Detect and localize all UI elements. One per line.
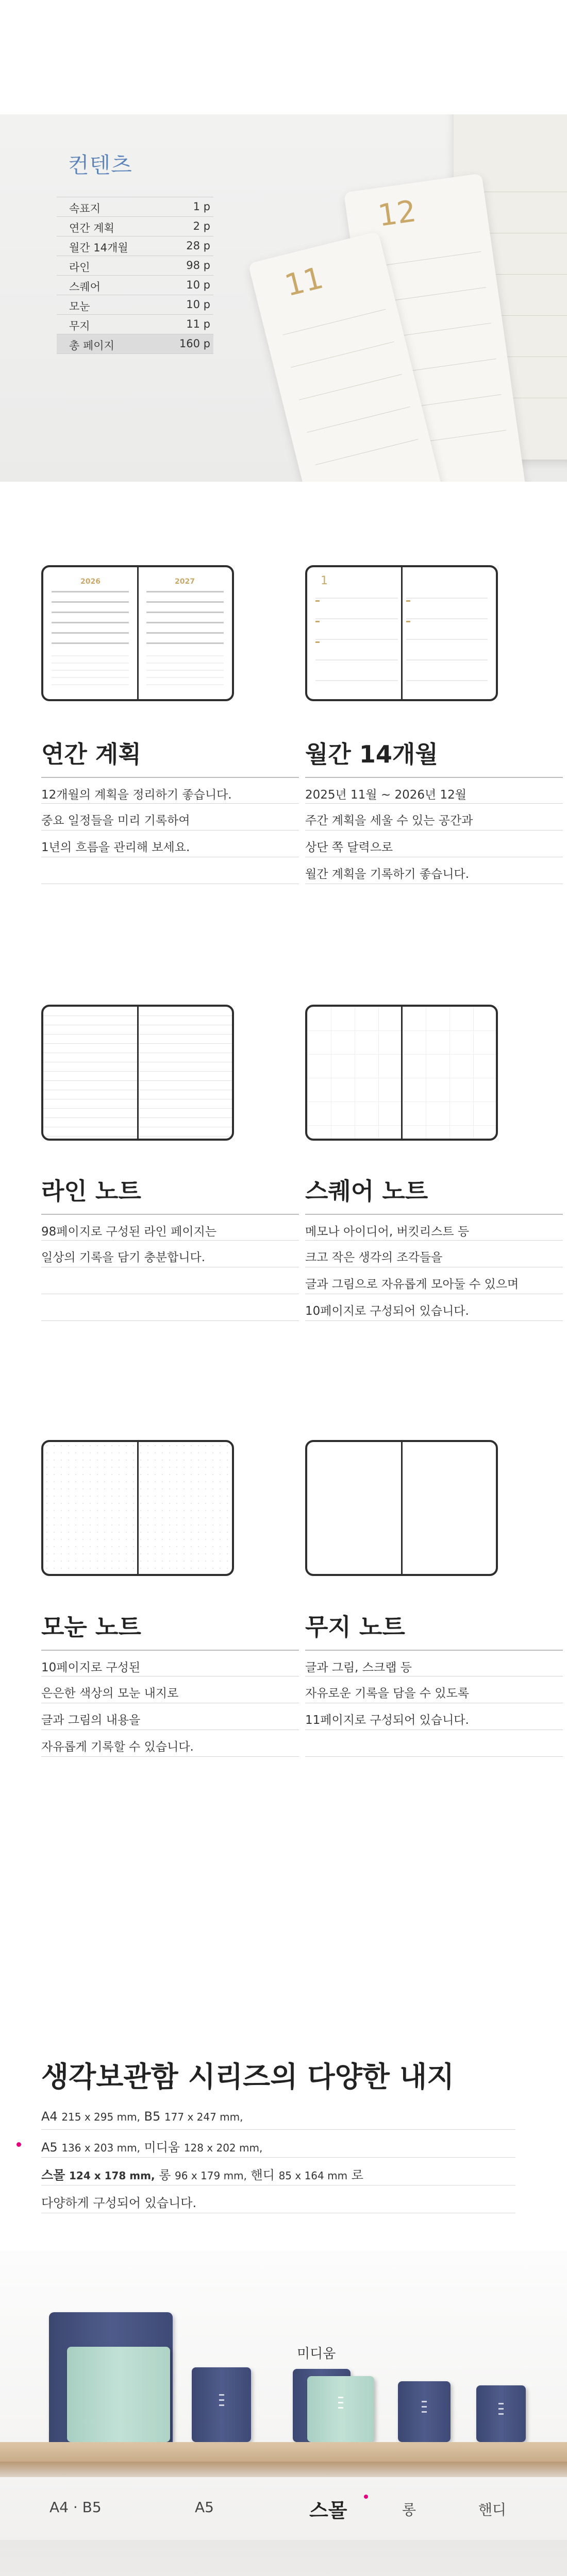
wooden-shelf <box>0 2442 567 2462</box>
size-dimension: 85 x 164 mm <box>278 2170 348 2182</box>
size-dimension: 177 x 247 mm, <box>164 2111 243 2123</box>
year-label: 2027 <box>175 578 195 586</box>
monthly-description <box>305 777 563 884</box>
size-dimension: 96 x 179 mm, <box>175 2170 247 2182</box>
toc-total-row <box>57 334 213 354</box>
toc-label: 스퀘어 <box>69 281 101 293</box>
toc-row <box>57 217 213 236</box>
description-line: 메모나 아이디어, 버킷리스트 등 <box>305 1214 563 1241</box>
toc-page: 2 p <box>193 220 210 232</box>
size-name: A4 <box>41 2109 58 2124</box>
toc-page: 10 p <box>186 298 210 311</box>
description-line <box>305 1730 563 1757</box>
blank-note-preview <box>305 1440 498 1576</box>
description-line: 은은한 색상의 모눈 내지로 <box>41 1676 299 1703</box>
size-dimension: 128 x 202 mm, <box>184 2142 263 2154</box>
wooden-shelf-edge <box>0 2462 567 2477</box>
description-line: 글과 그림으로 자유롭게 모아둘 수 있으며 <box>305 1267 563 1294</box>
toc-page: 28 p <box>186 240 210 252</box>
section-title-line: 라인 노트 <box>41 1177 141 1205</box>
description-line <box>41 1294 299 1321</box>
size-tail: 로 <box>351 2168 363 2182</box>
notebook-spine <box>401 1007 403 1139</box>
highlight-dot <box>364 2495 368 2499</box>
section-title-monthly: 월간 14개월 <box>305 740 438 768</box>
book-small-mint <box>307 2376 374 2442</box>
toc-row <box>57 256 213 276</box>
toc-row <box>57 236 213 256</box>
month-number: 11 <box>281 260 327 303</box>
size-name: B5 <box>144 2109 161 2124</box>
medium-label: 미디움 <box>297 2346 336 2362</box>
month-label: 1 <box>321 574 328 587</box>
toc-page: 160 p <box>179 337 210 350</box>
book-long-navy <box>398 2381 451 2442</box>
toc-label: 연간 계획 <box>69 222 114 234</box>
line-description <box>41 1214 299 1321</box>
description-line: 글과 그림의 내용을 <box>41 1703 299 1730</box>
book-a5-navy <box>192 2367 251 2442</box>
description-line <box>41 1267 299 1294</box>
description-line: 98페이지로 구성된 라인 페이지는 <box>41 1214 299 1241</box>
label-long: 롱 <box>402 2501 416 2518</box>
yearly-plan-preview <box>41 565 234 701</box>
size-name-highlight: 스몰 <box>41 2168 65 2182</box>
toc-label: 라인 <box>69 261 90 274</box>
size-name: 롱 <box>159 2168 171 2182</box>
description-line: 1년의 흐름을 관리해 보세요. <box>41 831 299 857</box>
size-line: 다양하게 구성되어 있습니다. <box>41 2185 515 2213</box>
product-photo-floor <box>0 2540 567 2576</box>
contents-title: 컨텐츠 <box>68 152 132 178</box>
label-a4-b5: A4 · B5 <box>49 2499 102 2516</box>
year-label: 2026 <box>80 578 101 586</box>
section-title-square: 스퀘어 노트 <box>305 1177 428 1205</box>
blank-description <box>305 1650 563 1757</box>
monthly-plan-preview <box>305 565 498 701</box>
label-small: 스몰 <box>309 2499 347 2522</box>
square-note-preview <box>305 1005 498 1141</box>
label-a5: A5 <box>195 2499 214 2516</box>
description-line: 일상의 기록을 담기 충분합니다. <box>41 1241 299 1267</box>
description-line: 11페이지로 구성되어 있습니다. <box>305 1703 563 1730</box>
description-line: 12개월의 계획을 정리하기 좋습니다. <box>41 777 299 804</box>
size-line-highlight <box>41 2158 515 2185</box>
description-line: 주간 계획을 세울 수 있는 공간과 <box>305 804 563 831</box>
description-line: 월간 계획을 기록하기 좋습니다. <box>305 857 563 884</box>
section-title-yearly: 연간 계획 <box>41 740 141 768</box>
size-name: 핸디 <box>251 2168 275 2182</box>
description-line: 자유롭게 기록할 수 있습니다. <box>41 1730 299 1757</box>
toc-label: 무지 <box>69 320 90 332</box>
toc-row <box>57 276 213 295</box>
toc-page: 10 p <box>186 279 210 291</box>
book-handy-navy <box>476 2385 526 2442</box>
section-title-grid: 모눈 노트 <box>41 1613 141 1641</box>
month-number: 12 <box>375 193 419 233</box>
toc-label: 모눈 <box>69 300 90 313</box>
notebook-spine <box>137 1442 139 1574</box>
line-note-preview <box>41 1005 234 1141</box>
size-line <box>41 2130 515 2158</box>
size-list <box>41 2102 515 2213</box>
description-line: 중요 일정들을 미리 기록하여 <box>41 804 299 831</box>
label-handy: 핸디 <box>478 2501 507 2518</box>
toc-page: 1 p <box>193 200 210 213</box>
toc-page: 98 p <box>186 259 210 272</box>
toc-label: 속표지 <box>69 202 101 215</box>
table-of-contents <box>57 197 213 354</box>
monthly-calendar-grid <box>307 567 496 699</box>
toc-label: 총 페이지 <box>69 340 114 352</box>
square-description <box>305 1214 563 1321</box>
description-line: 10페이지로 구성되어 있습니다. <box>305 1294 563 1321</box>
size-line <box>41 2102 515 2130</box>
yearly-calendar-grid <box>43 567 232 699</box>
section-title-blank: 무지 노트 <box>305 1613 405 1641</box>
description-line: 10페이지로 구성된 <box>41 1650 299 1676</box>
description-line: 글과 그림, 스크랩 등 <box>305 1650 563 1676</box>
description-line: 자유로운 기록을 담을 수 있도록 <box>305 1676 563 1703</box>
size-name: 미디움 <box>144 2140 180 2155</box>
toc-page: 11 p <box>186 318 210 330</box>
grid-description <box>41 1650 299 1757</box>
description-line <box>41 857 299 884</box>
toc-row <box>57 315 213 334</box>
notebook-spine <box>401 1442 403 1574</box>
toc-row <box>57 197 213 217</box>
highlight-dot <box>16 2142 21 2147</box>
lineup-title: 생각보관함 시리즈의 다양한 내지 <box>41 2060 455 2093</box>
toc-row <box>57 295 213 315</box>
description-line: 크고 작은 생각의 조각들을 <box>305 1241 563 1267</box>
contents-section <box>0 114 567 482</box>
size-dimension: 215 x 295 mm, <box>61 2111 140 2123</box>
description-line: 상단 쪽 달력으로 <box>305 831 563 857</box>
size-name: A5 <box>41 2140 58 2155</box>
size-dimension-highlight: 124 x 178 mm, <box>69 2170 155 2182</box>
description-line: 2025년 11월 ~ 2026년 12월 <box>305 777 563 804</box>
grid-note-preview <box>41 1440 234 1576</box>
yearly-description <box>41 777 299 884</box>
toc-label: 월간 14개월 <box>69 242 128 254</box>
book-b5-mint <box>67 2347 170 2442</box>
notebook-spine <box>137 1007 139 1139</box>
size-dimension: 136 x 203 mm, <box>61 2142 140 2154</box>
